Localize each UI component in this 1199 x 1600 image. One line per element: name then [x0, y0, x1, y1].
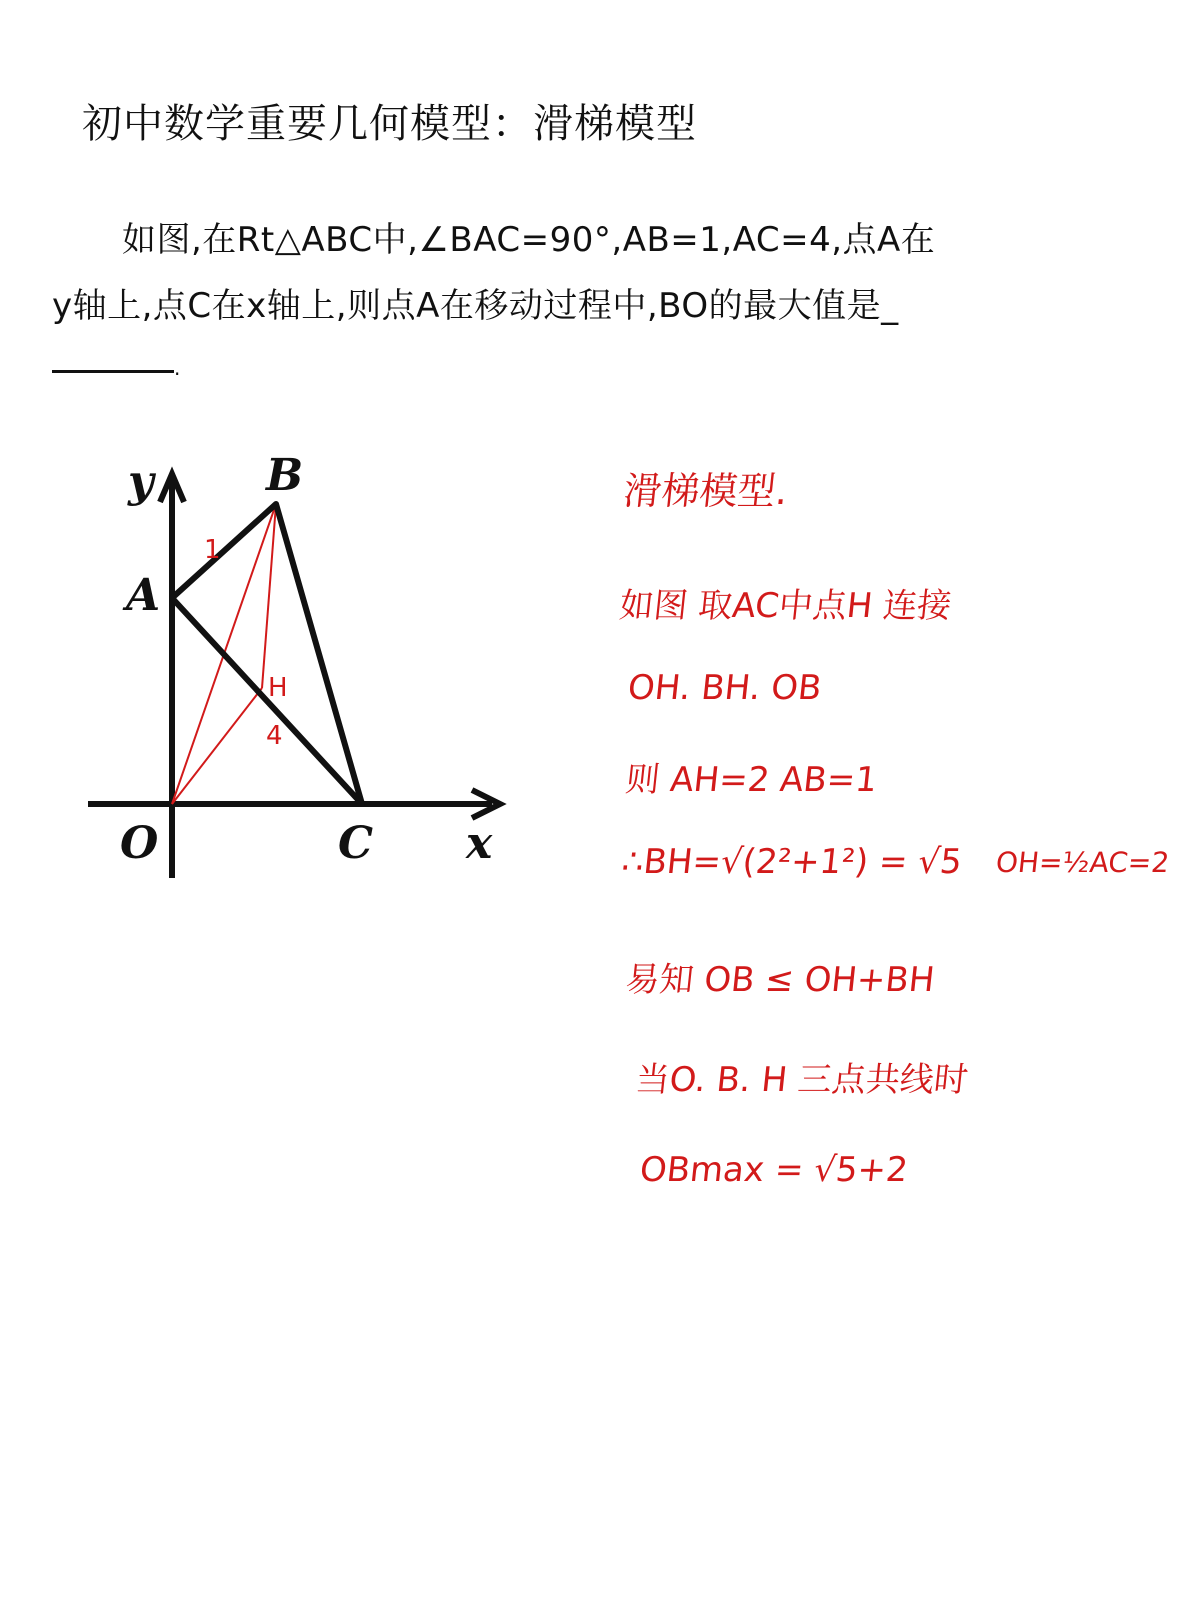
- segment-oh: [172, 688, 262, 804]
- point-a-label: A: [126, 570, 161, 621]
- notes-step-2: OH. BH. OB: [625, 668, 824, 708]
- triangle-abc: [172, 504, 362, 804]
- x-axis-label: x: [466, 818, 493, 869]
- notes-step-5: 易知 OB ≤ OH+BH: [623, 960, 937, 1000]
- length-ac-label: 4: [266, 721, 283, 751]
- problem-line-3-end: .: [174, 356, 181, 380]
- notes-step-4b: OH=½AC=2: [994, 846, 1171, 879]
- page-title: 初中数学重要几何模型：滑梯模型: [82, 101, 697, 147]
- y-axis-label: y: [128, 456, 154, 507]
- notes-step-3: 则 AH=2 AB=1: [623, 760, 879, 800]
- segment-bh: [262, 504, 276, 688]
- point-h-label: H: [268, 673, 288, 703]
- geometry-figure: [0, 440, 560, 900]
- point-o-label: O: [120, 818, 159, 869]
- notes-step-7: OBmax = √5+2: [637, 1150, 910, 1190]
- point-b-label: B: [266, 450, 304, 501]
- notes-heading: 滑梯模型.: [621, 469, 791, 513]
- point-c-label: C: [338, 818, 374, 869]
- notes-step-4: ∴BH=√(2²+1²) = √5: [619, 842, 964, 882]
- notes-step-1: 如图 取AC中点H 连接: [617, 586, 954, 626]
- problem-line-1: 如图,在Rt△ABC中,∠BAC=90°,AB=1,AC=4,点A在: [122, 220, 936, 260]
- length-ab-label: 1: [204, 535, 221, 565]
- problem-line-2: y轴上,点C在x轴上,则点A在移动过程中,BO的最大值是_: [52, 286, 899, 326]
- answer-blank: [52, 370, 174, 373]
- notes-step-6: 当O. B. H 三点共线时: [633, 1060, 971, 1100]
